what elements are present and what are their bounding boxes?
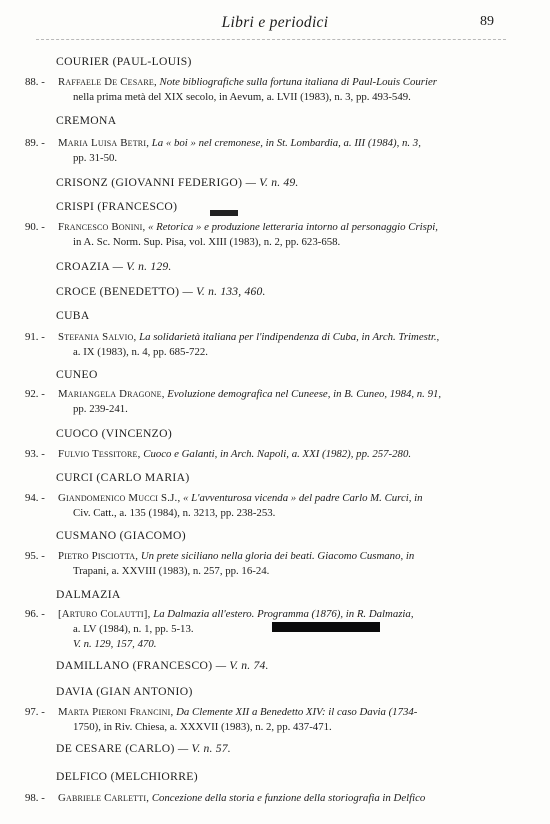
entry-number: 94. -	[25, 492, 45, 504]
cross-reference: — V. n. 57.	[177, 742, 231, 755]
page-number: 89	[480, 14, 494, 29]
running-head	[0, 14, 550, 38]
redaction-bar	[272, 622, 380, 632]
entry-line: Maria Luisa Betri, La « boi » nel cremonese, in St. Lombardia, a. III (1984), n. 3,	[58, 137, 421, 149]
section-heading: CUNEO	[56, 368, 98, 381]
entry-line: Fulvio Tessitore, Cuoco e Galanti, in Arch. Napoli, a. XXI (1982), pp. 257-280.	[58, 448, 412, 460]
section-heading: CRISONZ (GIOVANNI FEDERIGO) — V. n. 49.	[56, 176, 299, 189]
entry-number: 91. -	[25, 331, 45, 343]
entry-number: 92. -	[25, 388, 45, 400]
entry-line: Marta Pieroni Francini, Da Clemente XII a Benedetto XIV: il caso Davia (1734-	[58, 706, 418, 718]
entry-line: Francesco Bonini, « Retorica » e produzione letteraria intorno al personaggio Crispi,	[58, 221, 438, 233]
entry-number: 93. -	[25, 448, 45, 460]
entry-line: nella prima metà del XIX secolo, in Aevum, a. LVII (1983), n. 3, pp. 493-549.	[73, 91, 411, 103]
entry-line: Giandomenico Mucci S.J., « L'avventurosa vicenda » del padre Carlo M. Curci, in	[58, 492, 423, 504]
entry-author: Marta Pieroni Francini,	[58, 706, 174, 718]
section-heading: CROAZIA — V. n. 129.	[56, 260, 172, 273]
entry-line: in A. Sc. Norm. Sup. Pisa, vol. XIII (1983), n. 2, pp. 623-658.	[73, 236, 341, 248]
entry-author: Gabriele Carletti,	[58, 792, 150, 804]
entry-line: Civ. Catt., a. 135 (1984), n. 3213, pp. 238-253.	[73, 507, 276, 519]
section-heading: CUSMANO (GIACOMO)	[56, 529, 186, 542]
entry-author: Mariangela Dragone,	[58, 388, 165, 400]
entry-line: a. LV (1984), n. 1, pp. 5-13.	[73, 623, 194, 635]
cross-reference: — V. n. 49.	[245, 176, 299, 189]
running-title: Libri e periodici	[221, 14, 329, 31]
cross-reference: — V. n. 133, 460.	[182, 285, 266, 298]
entry-author: Giandomenico Mucci S.J.,	[58, 492, 181, 504]
entry-author: Stefania Salvio,	[58, 331, 137, 343]
entry-number: 89. -	[25, 137, 45, 149]
entry-number: 95. -	[25, 550, 45, 562]
section-heading: COURIER (PAUL-LOUIS)	[56, 55, 192, 68]
section-heading: CREMONA	[56, 114, 117, 127]
section-heading: CUOCO (VINCENZO)	[56, 427, 173, 440]
entry-line: Mariangela Dragone, Evoluzione demografica nel Cuneese, in B. Cuneo, 1984, n. 91,	[58, 388, 442, 400]
entry-author: Raffaele De Cesare,	[58, 76, 157, 88]
section-heading: DE CESARE (CARLO) — V. n. 57.	[56, 742, 231, 755]
section-heading: CROCE (BENEDETTO) — V. n. 133, 460.	[56, 285, 266, 298]
entry-author: Pietro Pisciotta,	[58, 550, 139, 562]
section-heading: DALMAZIA	[56, 588, 121, 601]
section-heading: CRISPI (FRANCESCO)	[56, 200, 178, 213]
section-heading: DAVIA (GIAN ANTONIO)	[56, 685, 193, 698]
ink-stain	[210, 210, 238, 216]
entry-number: 97. -	[25, 706, 45, 718]
section-heading: DAMILLANO (FRANCESCO) — V. n. 74.	[56, 659, 269, 672]
entry-line: 1750), in Riv. Chiesa, a. XXXVII (1983), n. 2, pp. 437-471.	[73, 721, 332, 733]
entry-line: Trapani, a. XXVIII (1983), n. 257, pp. 16-24.	[73, 565, 270, 577]
entry-line: a. IX (1983), n. 4, pp. 685-722.	[73, 346, 208, 358]
section-heading: CUBA	[56, 309, 90, 322]
entry-number: 96. -	[25, 608, 45, 620]
section-heading: CURCI (CARLO MARIA)	[56, 471, 190, 484]
entry-line: pp. 31-50.	[73, 152, 118, 164]
entry-author: Maria Luisa Betri,	[58, 137, 150, 149]
entry-author: Francesco Bonini,	[58, 221, 146, 233]
entry-author: [Arturo Colautti],	[58, 608, 151, 620]
entry-line: Gabriele Carletti, Concezione della storia e funzione della storiografia in Delfico	[58, 792, 426, 804]
entry-number: 98. -	[25, 792, 45, 804]
entry-line: [Arturo Colautti], La Dalmazia all'estero. Programma (1876), in R. Dalmazia,	[58, 608, 414, 620]
entry-line: Stefania Salvio, La solidarietà italiana per l'indipendenza di Cuba, in Arch. Trimestr.,	[58, 331, 440, 343]
header-rule	[36, 39, 506, 40]
entry-line: Raffaele De Cesare, Note bibliografiche sulla fortuna italiana di Paul-Louis Courier	[58, 76, 437, 88]
entry-line: V. n. 129, 157, 470.	[73, 638, 157, 650]
entry-line: pp. 239-241.	[73, 403, 128, 415]
entry-author: Fulvio Tessitore,	[58, 448, 141, 460]
entry-number: 88. -	[25, 76, 45, 88]
section-heading: DELFICO (MELCHIORRE)	[56, 770, 198, 783]
entry-line: Pietro Pisciotta, Un prete siciliano nella gloria dei beati. Giacomo Cusmano, in	[58, 550, 415, 562]
entry-number: 90. -	[25, 221, 45, 233]
cross-reference: — V. n. 74.	[215, 659, 269, 672]
cross-reference: — V. n. 129.	[112, 260, 172, 273]
